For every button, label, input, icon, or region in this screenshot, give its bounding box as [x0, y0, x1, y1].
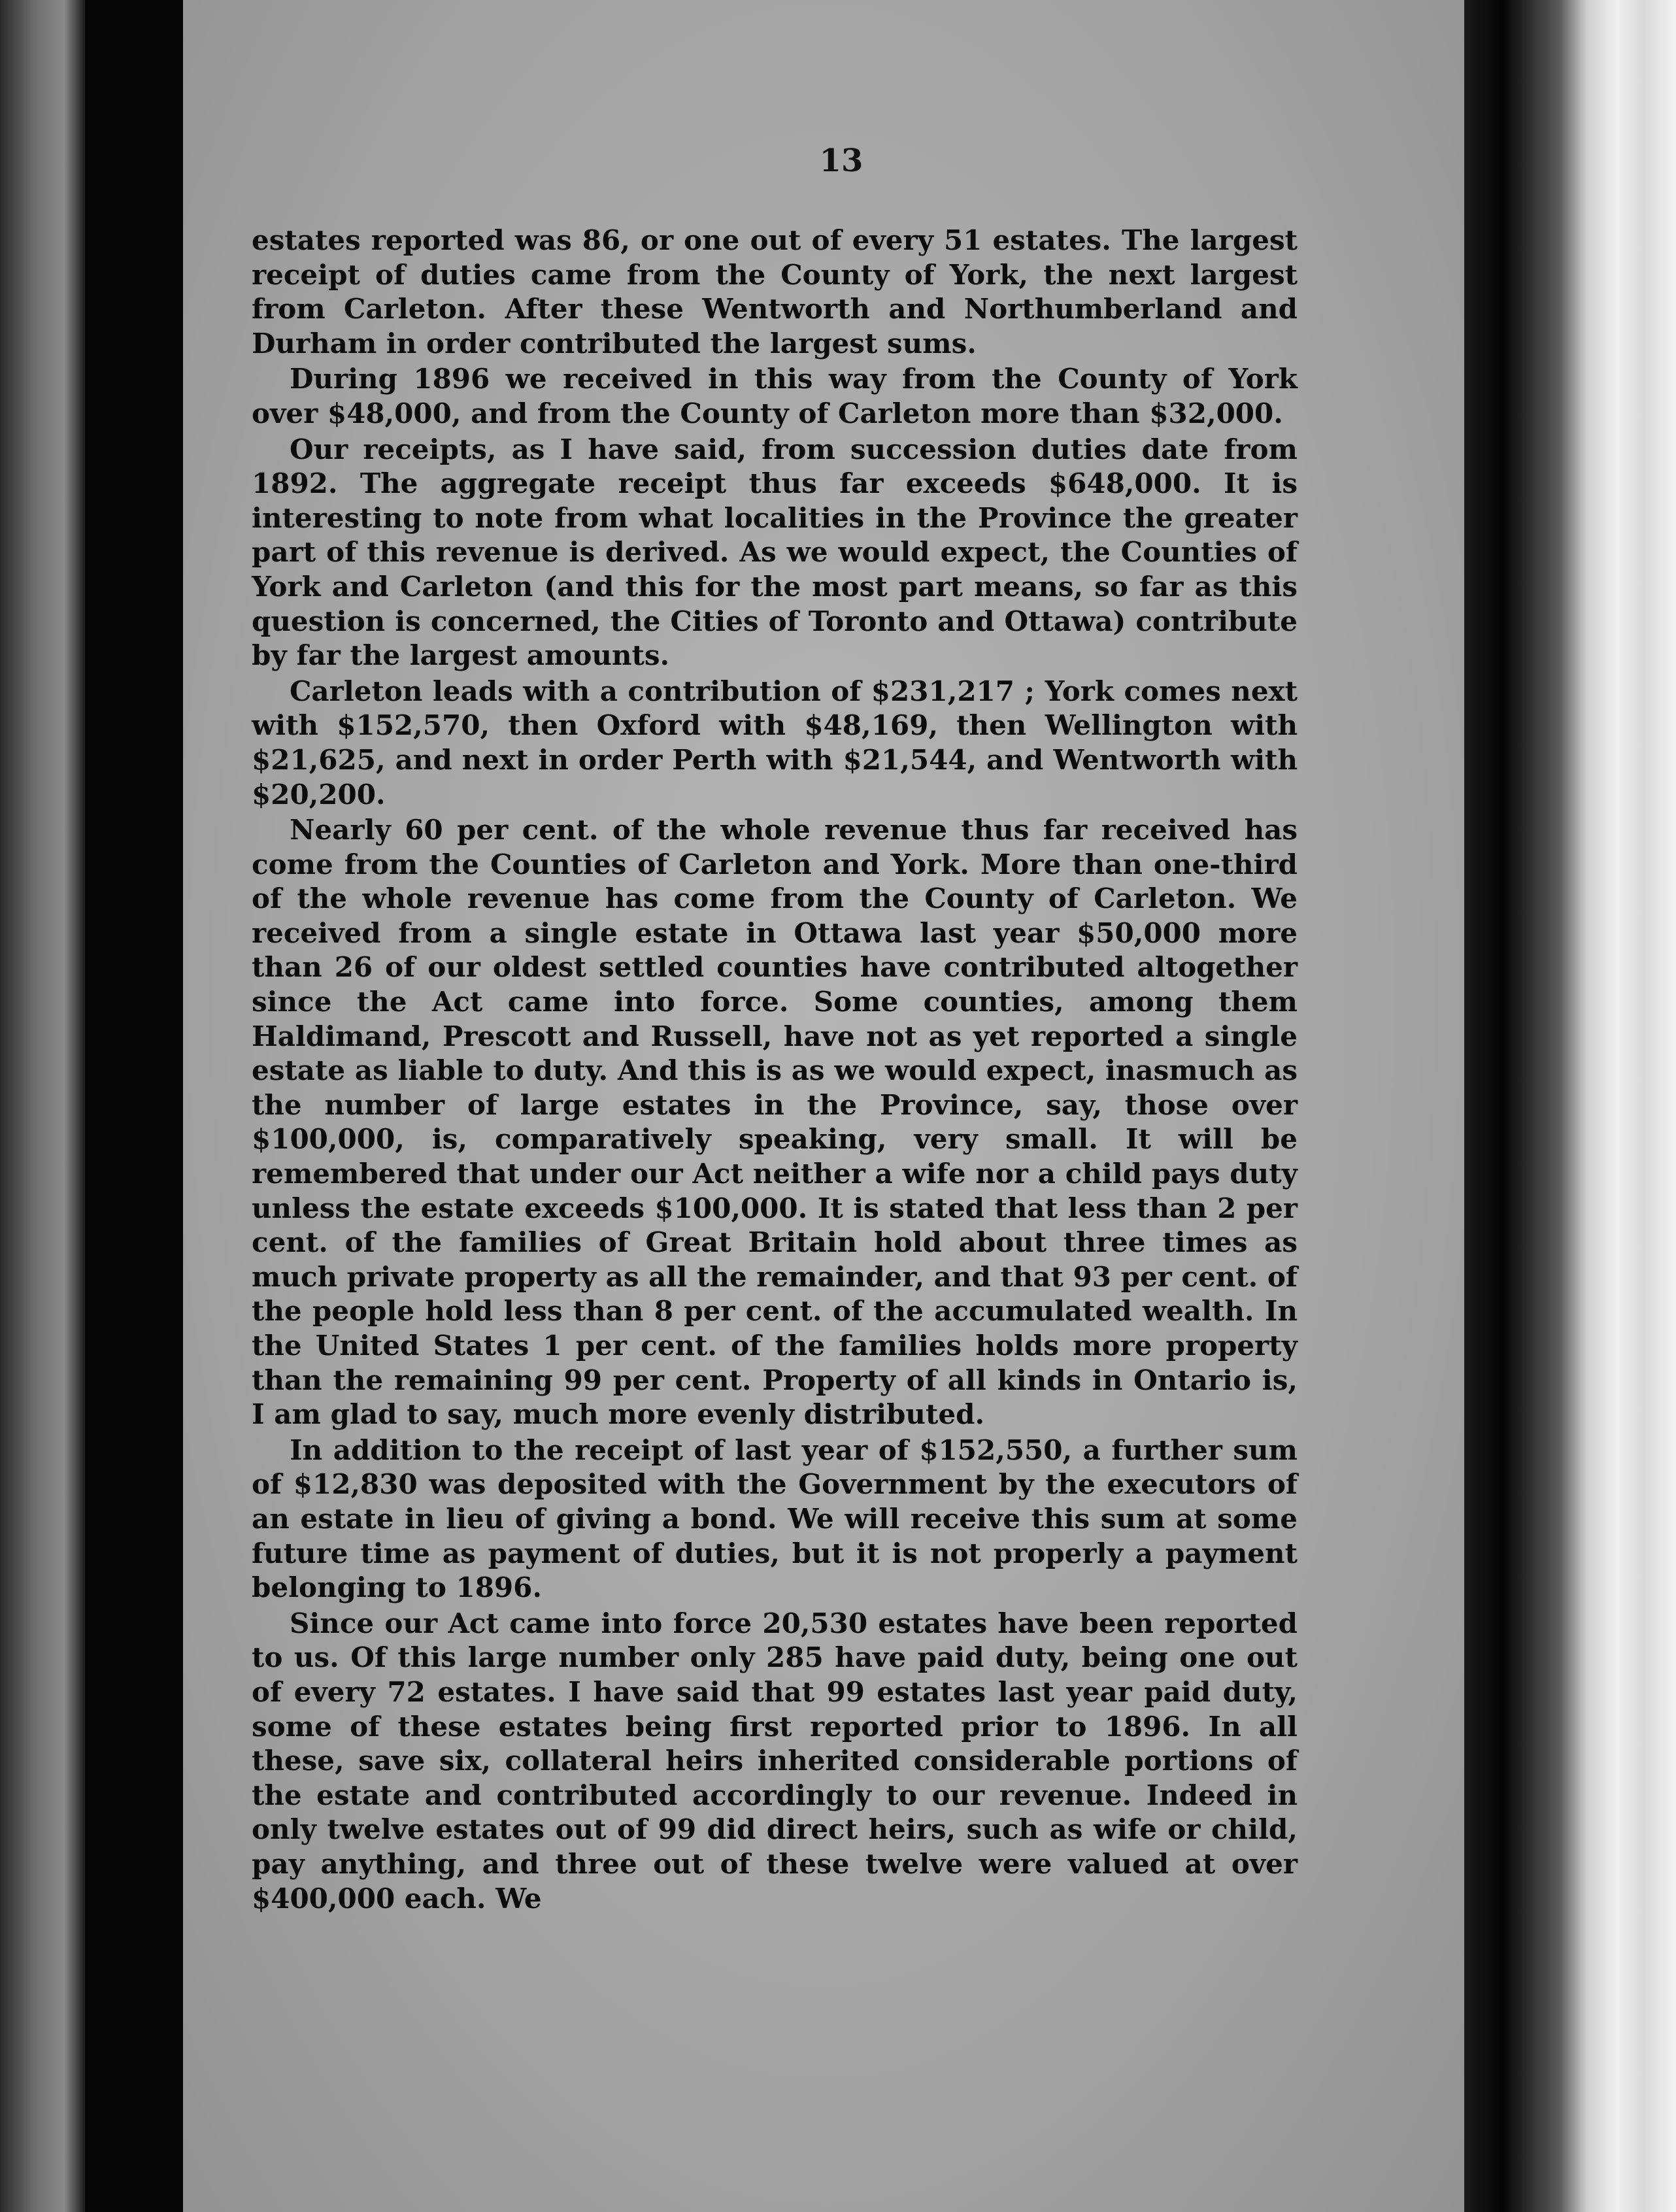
page-number-text: 13 — [819, 142, 863, 179]
paragraph-7: Since our Act came into force 20,530 estates have been reported to us. Of this large number only 285 have paid duty, being one out of every 72 estates. I have said that 99 estates last year paid duty, some of these estates being first reported prior to 1896. In all these, save six, collateral heirs inherited considerable portions of the estate and contributed accordingly to our revenue. Indeed in only twelve estates out of 99 did direct heirs, such as wife or child, pay anything, and three out of these twelve were valued at over $400,000 each. We — [252, 1607, 1298, 1915]
page-number — [0, 142, 1676, 179]
body-text — [252, 224, 1298, 1916]
paragraph-6: In addition to the receipt of last year of $152,550, a further sum of $12,830 was deposited with the Government by the executors of an estate in lieu of giving a bond. We will receive this sum at some future time as payment of duties, but it is not properly a payment belonging to 1896. — [252, 1433, 1298, 1604]
binding-gutter — [85, 0, 183, 2212]
paragraph-4: Carleton leads with a contribution of $231,217 ; York comes next with $152,570, then Oxford with $48,169, then Wellington with $21,625, and next in order Perth with $21,544, and Wentworth with $20,200. — [252, 675, 1298, 811]
paragraph-3: Our receipts, as I have said, from succession duties date from 1892. The aggregate receipt thus far exceeds $648,000. It is interesting to note from what localities in the Province the greater part of this revenue is derived. As we would expect, the Counties of York and Carleton (and this for the most part means, so far as this question is concerned, the Cities of Toronto and Ottawa) contribute by far the largest amounts. — [252, 433, 1298, 672]
adjacent-page-edge — [0, 0, 85, 2212]
paragraph-2: During 1896 we received in this way from the County of York over $48,000, and from the County of Carleton more than $32,000. — [252, 363, 1298, 429]
paragraph-1: estates reported was 86, or one out of every 51 estates. The largest receipt of duties came from the County of York, the next largest from Carleton. After these Wentworth and Northumberland and Durham in order contributed the largest sums. — [252, 224, 1298, 360]
paragraph-5: Nearly 60 per cent. of the whole revenue thus far received has come from the Counties of Carleton and York. More than one-third of the whole revenue has come from the County of Carleton. We received from a single estate in Ottawa last year $50,000 more than 26 of our oldest settled counties have contributed altogether since the Act came into force. Some counties, among them Haldimand, Prescott and Russell, have not as yet reported a single estate as liable to duty. And this is as we would expect, inasmuch as the number of large estates in the Province, say, those over $100,000, is, comparatively speaking, very small. It will be remembered that under our Act neither a wife nor a child pays duty unless the estate exceeds $100,000. It is stated that less than 2 per cent. of the families of Great Britain hold about three times as much private property as all the remainder, and that 93 per cent. of the people hold less than 8 per cent. of the accumulated wealth. In the United States 1 per cent. of the families holds more property than the remaining 99 per cent. Property of all kinds in Ontario is, I am glad to say, much more evenly distributed. — [252, 814, 1298, 1431]
page-stack-edge — [1464, 0, 1676, 2212]
